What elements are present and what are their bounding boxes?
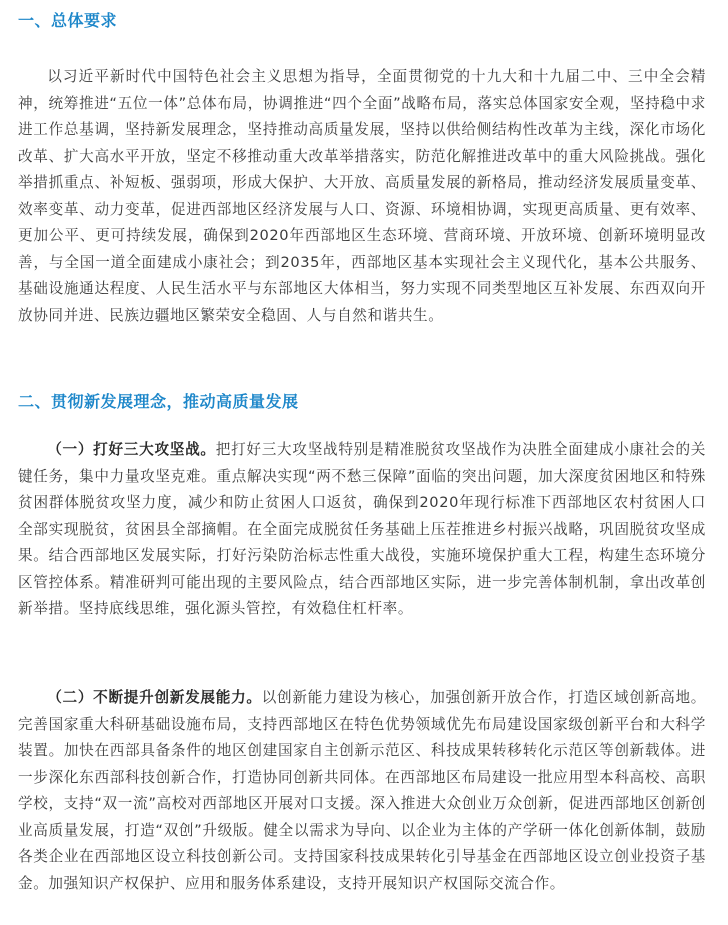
section-heading-new-development: 二、贯彻新发展理念，推动高质量发展 <box>18 392 299 411</box>
item-lead-innovation: （二）不断提升创新发展能力。 <box>47 689 262 706</box>
section-heading-general-requirements: 一、总体要求 <box>18 11 118 30</box>
paragraph-innovation-capacity <box>18 685 706 897</box>
item-body-three-battles: 把打好三大攻坚战特别是精准脱贫攻坚战作为决胜全面建成小康社会的关键任务，集中力量攻坚克难。重点解决实现“两不愁三保障”面临的突出问题，加大深度贫困地区和特殊贫困群体脱贫攻坚力度，减少和防止贫困人口返贫，确保到2020年现行标准下西部地区农村贫困人口全部实现脱贫，贫困县全部摘帽。在全面完成脱贫任务基础上压茬推进乡村振兴战略，巩固脱贫攻坚成果。结合西部地区发展实际，打好污染防治标志性重大战役，实施环境保护重大工程，构建生态环境分区管控体系。精准研判可能出现的主要风险点，结合西部地区实际，进一步完善体制机制，拿出改革创新举措。坚持底线思维，强化源头管控，有效稳住杠杆率。 <box>18 441 707 617</box>
paragraph-three-battles <box>18 437 706 623</box>
paragraph-general-requirements: 以习近平新时代中国特色社会主义思想为指导，全面贯彻党的十九大和十九届二中、三中全会精神，统筹推进“五位一体”总体布局，协调推进“四个全面”战略布局，落实总体国家安全观，坚持稳中求进工作总基调，坚持新发展理念，坚持推动高质量发展，坚持以供给侧结构性改革为主线，深化市场化改革、扩大高水平开放，坚定不移推动重大改革举措落实，防范化解推进改革中的重大风险挑战。强化举措抓重点、补短板、强弱项，形成大保护、大开放、高质量发展的新格局，推动经济发展质量变革、效率变革、动力变革，促进西部地区经济发展与人口、资源、环境相协调，实现更高质量、更有效率、更加公平、更可持续发展，确保到2020年西部地区生态环境、营商环境、开放环境、创新环境明显改善，与全国一道全面建成小康社会；到2035年，西部地区基本实现社会主义现代化，基本公共服务、基础设施通达程度、人民生活水平与东部地区大体相当，努力实现不同类型地区互补发展、东西双向开放协同并进、民族边疆地区繁荣安全稳固、人与自然和谐共生。 <box>18 68 706 324</box>
item-lead-three-battles: （一）打好三大攻坚战。 <box>47 441 216 458</box>
item-body-innovation: 以创新能力建设为核心，加强创新开放合作，打造区域创新高地。完善国家重大科研基础设施布局，支持西部地区在特色优势领域优先布局建设国家级创新平台和大科学装置。加快在西部具备条件的地区创建国家自主创新示范区、科技成果转移转化示范区等创新载体。进一步深化东西部科技创新合作，打造协同创新共同体。在西部地区布局建设一批应用型本科高校、高职学校，支持“双一流”高校对西部地区开展对口支援。深入推进大众创业万众创新，促进西部地区创新创业高质量发展，打造“双创”升级版。健全以需求为导向、以企业为主体的产学研一体化创新体制，鼓励各类企业在西部地区设立科技创新公司。支持国家科技成果转化引导基金在西部地区设立创业投资子基金。加强知识产权保护、应用和服务体系建设，支持开展知识产权国际交流合作。 <box>18 689 707 892</box>
